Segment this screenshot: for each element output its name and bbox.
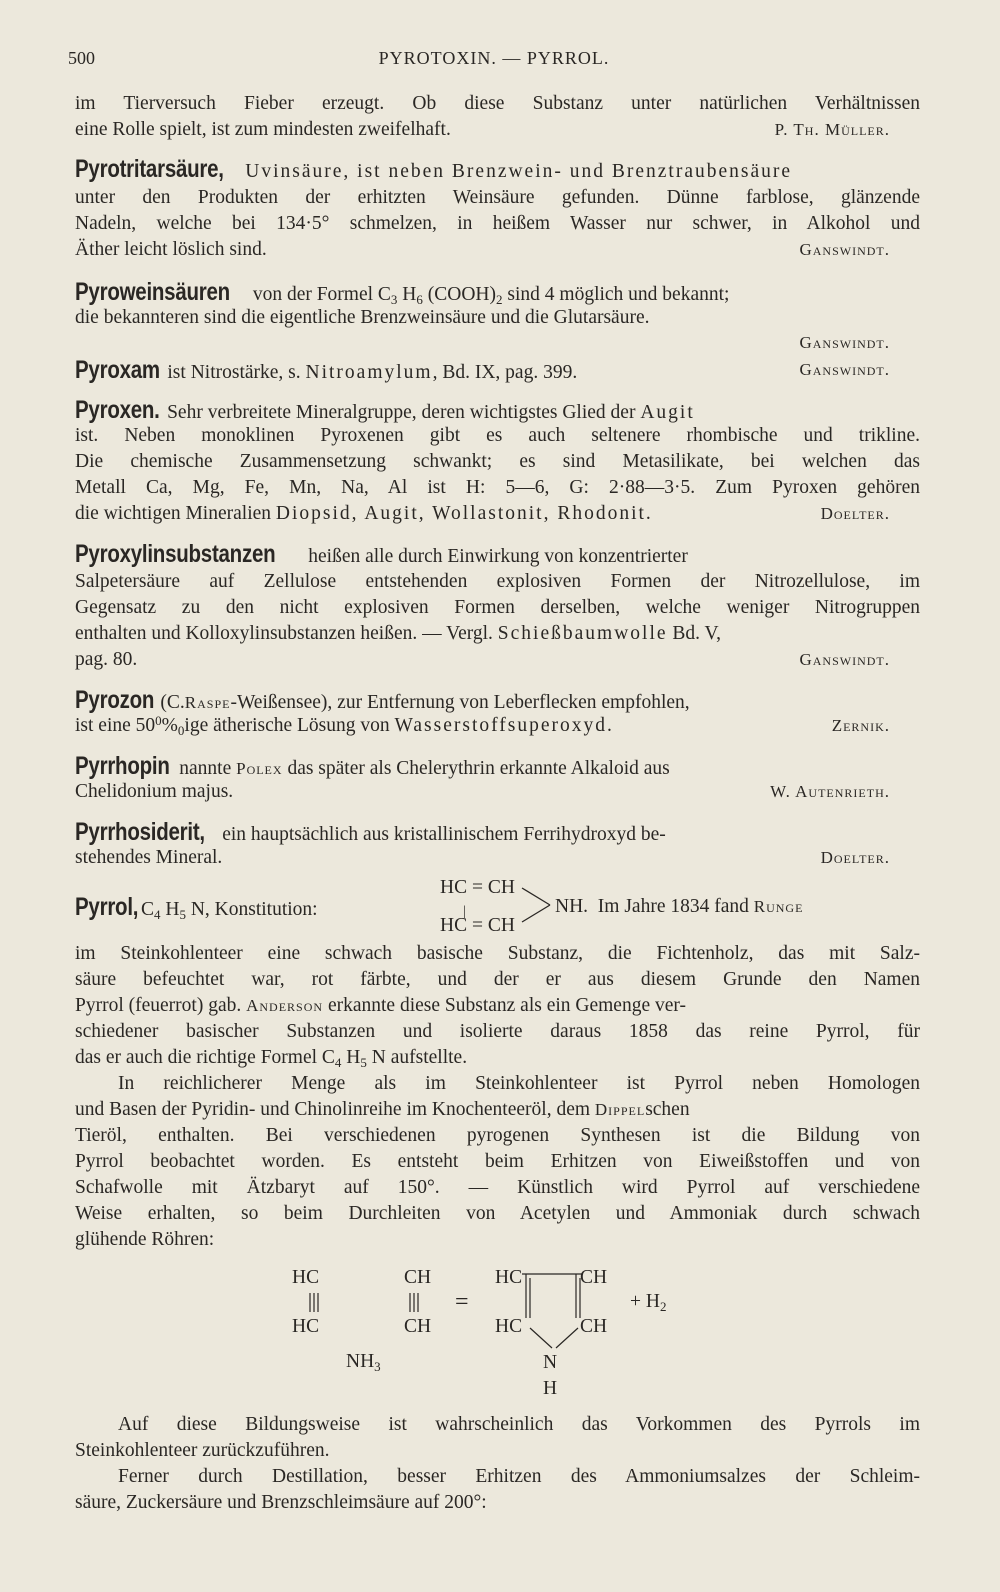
text: enthalten und Kolloxylinsubstanzen heißen. — Vergl.: [75, 623, 493, 644]
author-signature: P. Th. Müller.: [774, 120, 890, 139]
product-hc-top: HC: [495, 1267, 523, 1288]
text: stehendes Mineral.: [75, 847, 223, 868]
page-number: 500: [68, 48, 95, 68]
text: ist Nitrostärke, s.: [167, 362, 301, 383]
subscript: 4: [154, 907, 161, 922]
text: ige ätherische Lösung von: [184, 715, 390, 736]
text-line: schiedener basischer Substanzen und isolierte daraus 1858 das reine Pyrrol, für: [75, 1021, 920, 1042]
text: das später als Chelerythrin erkannte Alkaloid aus: [287, 758, 670, 779]
text-line: säure befeuchtet war, rot färbte, und der er aus diesem Grunde den Namen: [75, 969, 920, 990]
formula-top-row: HC = CH: [440, 877, 515, 898]
text: Anderson: [246, 996, 324, 1015]
text: heißen alle durch Einwirkung von konzentrierter: [308, 546, 688, 567]
text: Schießbaumwolle: [497, 623, 668, 644]
text: ist eine 50: [75, 715, 156, 736]
text-line: [75, 647, 920, 673]
running-title: PYROTOXIN. — PYRROL.: [378, 48, 610, 68]
entry-lemma: Pyroxen.: [75, 396, 160, 424]
entry-pyrotritarsaeure: [75, 156, 920, 182]
reactant-ch-bottom: CH: [404, 1316, 432, 1337]
text-line: unter den Produkten der erhitzten Weinsäure gefunden. Dünne farblose, glänzende: [75, 187, 920, 208]
text: (C.: [160, 692, 185, 713]
text: Diopsid, Augit, Wollastonit, Rhodonit.: [275, 503, 653, 524]
text-line: [75, 845, 920, 871]
product-hydrogen: H: [543, 1378, 558, 1399]
text: (COOH): [422, 284, 497, 305]
author-signature: Zernik.: [831, 716, 890, 735]
text: Äther leicht löslich sind.: [75, 239, 267, 260]
author-signature: Ganswindt.: [799, 360, 890, 379]
reactant-ammonia: [346, 1350, 381, 1374]
author-signature: Ganswindt.: [799, 240, 890, 259]
text-line: [75, 1097, 920, 1123]
text: und Basen der Pyridin- und Chinolinreihe im Knochenteeröl, dem: [75, 1099, 591, 1120]
entry-pyroxen: [75, 397, 920, 423]
text: Wasserstoffsuperoxyd: [394, 715, 607, 736]
text: NH.: [555, 896, 589, 917]
text-line: Schafwolle mit Ätzbaryt auf 150°. — Künstlich wird Pyrrol auf verschiedene: [75, 1177, 920, 1198]
reactant-ch-top: CH: [404, 1267, 432, 1288]
text: nannte: [179, 758, 232, 779]
text-line: Ferner durch Destillation, besser Erhitzen des Ammoniumsalzes der Schleim-: [118, 1466, 920, 1487]
text: eine Rolle spielt, ist zum mindesten zweifelhaft.: [75, 119, 451, 140]
entry-lemma: Pyrrhopin: [75, 752, 170, 780]
entry-pyroxam: [75, 357, 920, 383]
text: H: [160, 899, 180, 920]
author-signature: Doelter.: [820, 504, 890, 523]
text: Im Jahre 1834 fand: [597, 896, 749, 917]
entry-lemma: Pyroxam: [75, 356, 160, 384]
text: das er auch die richtige Formel C: [75, 1047, 335, 1068]
text: H: [397, 284, 417, 305]
text-line: In reichlicherer Menge als im Steinkohlenteer ist Pyrrol neben Homologen: [118, 1073, 920, 1094]
text-line: glühende Röhren:: [75, 1229, 215, 1250]
text: Runge: [753, 897, 804, 916]
product-hydrogen-gas: [630, 1290, 666, 1314]
subscript: 2: [659, 1299, 667, 1314]
text-line: Tieröl, enthalten. Bei verschiedenen pyrogenen Synthesen ist die Bildung von: [75, 1125, 920, 1146]
text: C: [140, 899, 154, 920]
text: Dippel: [594, 1100, 646, 1119]
text: Nitroamylum: [305, 362, 433, 383]
text-line: [75, 621, 920, 647]
text: Raspe: [184, 693, 231, 712]
author-signature: Doelter.: [820, 848, 890, 867]
subscript: 2: [496, 292, 503, 307]
product-ch-top: CH: [580, 1267, 608, 1288]
text: .: [606, 715, 612, 736]
text-line: [75, 993, 920, 1019]
subscript: 3: [390, 292, 398, 307]
text: + H: [630, 1291, 660, 1312]
subscript: 6: [416, 292, 423, 307]
text-line: [75, 713, 920, 739]
entry-lemma: Pyrrol,: [75, 893, 139, 921]
text: Uvinsäure, ist neben Brenzwein- und Brenztraubensäure: [245, 161, 793, 182]
text: die wichtigen Mineralien: [75, 503, 272, 524]
formula-bottom-row: HC = CH: [440, 915, 515, 936]
text-line: Weise erhalten, so beim Durchleiten von Acetylen und Ammoniak durch schwach: [75, 1203, 920, 1224]
product-ch-bottom: CH: [580, 1316, 608, 1337]
text: , Bd. IX, pag. 399.: [432, 362, 578, 383]
text: Augit: [640, 402, 695, 423]
text: erkannte diese Substanz als ein Gemenge ver-: [327, 995, 686, 1016]
text-line: Pyrrol beobachtet worden. Es entsteht beim Erhitzen von Eiweißstoffen und von: [75, 1151, 920, 1172]
pyrrole-ring: [520, 1270, 590, 1360]
text: Chelidonium majus.: [75, 781, 234, 802]
text-line: Gegensatz zu den nicht explosiven Formen derselben, welche weniger Nitrogruppen: [75, 597, 920, 618]
subscript: 5: [179, 907, 186, 922]
text-line: [75, 501, 920, 527]
text: Bd. V,: [672, 623, 721, 644]
superscript: 0: [155, 713, 162, 728]
text: schen: [645, 1099, 690, 1120]
entry-pyrrol: [75, 894, 920, 920]
subscript: 0: [177, 723, 185, 738]
text: pag. 80.: [75, 649, 138, 670]
page-header: [68, 48, 920, 76]
text: NH: [346, 1351, 375, 1372]
text-line: [75, 237, 920, 263]
text-line: [75, 330, 920, 356]
entry-pyrrhosiderit: [75, 819, 920, 845]
entry-pyroweinsaeuren: [75, 279, 920, 305]
author-signature: Ganswindt.: [799, 333, 890, 352]
entry-pyrozon: [75, 687, 920, 713]
text: N aufstellte.: [366, 1047, 468, 1068]
text: %: [161, 715, 178, 736]
text: von der Formel C: [252, 284, 391, 305]
subscript: 5: [360, 1055, 367, 1070]
text: Polex: [236, 759, 283, 778]
text-line: Die chemische Zusammensetzung schwankt; es sind Metasilikate, bei welchen das: [75, 451, 920, 472]
text-line: Steinkohlenteer zurückzuführen.: [75, 1440, 330, 1461]
subscript: 4: [334, 1055, 342, 1070]
equals-sign: =: [455, 1289, 469, 1315]
reactant-hc-top: HC: [292, 1267, 320, 1288]
text: sind 4 möglich und bekannt;: [502, 284, 730, 305]
entry-lemma: Pyroxylinsubstanzen: [75, 540, 276, 568]
subscript: 3: [374, 1359, 381, 1374]
text: H: [341, 1047, 361, 1068]
text-line: im Tierversuch Fieber erzeugt. Ob diese Substanz unter natürlichen Verhältnissen: [75, 93, 920, 114]
product-nitrogen: N: [543, 1352, 558, 1373]
text-line: Salpetersäure auf Zellulose entstehenden explosiven Formen der Nitrozellulose, im: [75, 571, 920, 592]
text-line: ist. Neben monoklinen Pyroxenen gibt es auch seltenere rhombische und trikline.: [75, 425, 920, 446]
text-line: [75, 779, 920, 805]
text-line: Auf diese Bildungsweise ist wahrscheinlich das Vorkommen des Pyrrols im: [118, 1414, 920, 1435]
text: -Weißensee), zur Entfernung von Leberflecken empfohlen,: [230, 692, 690, 713]
entry-lemma: Pyrotritarsäure,: [75, 155, 224, 183]
formula-bond-bar: |: [463, 904, 466, 919]
author-signature: W. Autenrieth.: [770, 782, 890, 801]
text: Sehr verbreitete Mineralgruppe, deren wichtigstes Glied der: [167, 402, 636, 423]
reactant-hc-bottom: HC: [292, 1316, 320, 1337]
entry-pyrrhopin: [75, 753, 920, 779]
text-line: Nadeln, welche bei 134·5° schmelzen, in heißem Wasser nur schwer, in Alkohol und: [75, 213, 920, 234]
text-line: die bekannteren sind die eigentliche Brenzweinsäure und die Glutarsäure.: [75, 307, 650, 328]
text-line: Metall Ca, Mg, Fe, Mn, Na, Al ist H: 5—6, G: 2·88—3·5. Zum Pyroxen gehören: [75, 477, 920, 498]
text-line: [75, 117, 920, 143]
entry-lemma: Pyrrhosiderit,: [75, 818, 205, 846]
text: ein hauptsächlich aus kristallinischem Ferrihydroxyd be-: [222, 824, 666, 845]
text: [555, 894, 803, 920]
text-line: im Steinkohlenteer eine schwach basische Substanz, die Fichtenholz, das mit Salz-: [75, 943, 920, 964]
product-hc-bottom: HC: [495, 1316, 523, 1337]
entry-lemma: Pyroweinsäuren: [75, 278, 230, 306]
entry-lemma: Pyrozon: [75, 686, 155, 714]
text-line: [75, 1045, 920, 1071]
text: Pyrrol (feuerrot) gab.: [75, 995, 242, 1016]
author-signature: Ganswindt.: [799, 650, 890, 669]
text-line: säure, Zuckersäure und Brenzschleimsäure auf 200°:: [75, 1492, 487, 1513]
triple-bonds: [300, 1290, 440, 1316]
text: N, Konstitution:: [185, 899, 318, 920]
entry-pyroxylinsubstanzen: [75, 541, 920, 567]
